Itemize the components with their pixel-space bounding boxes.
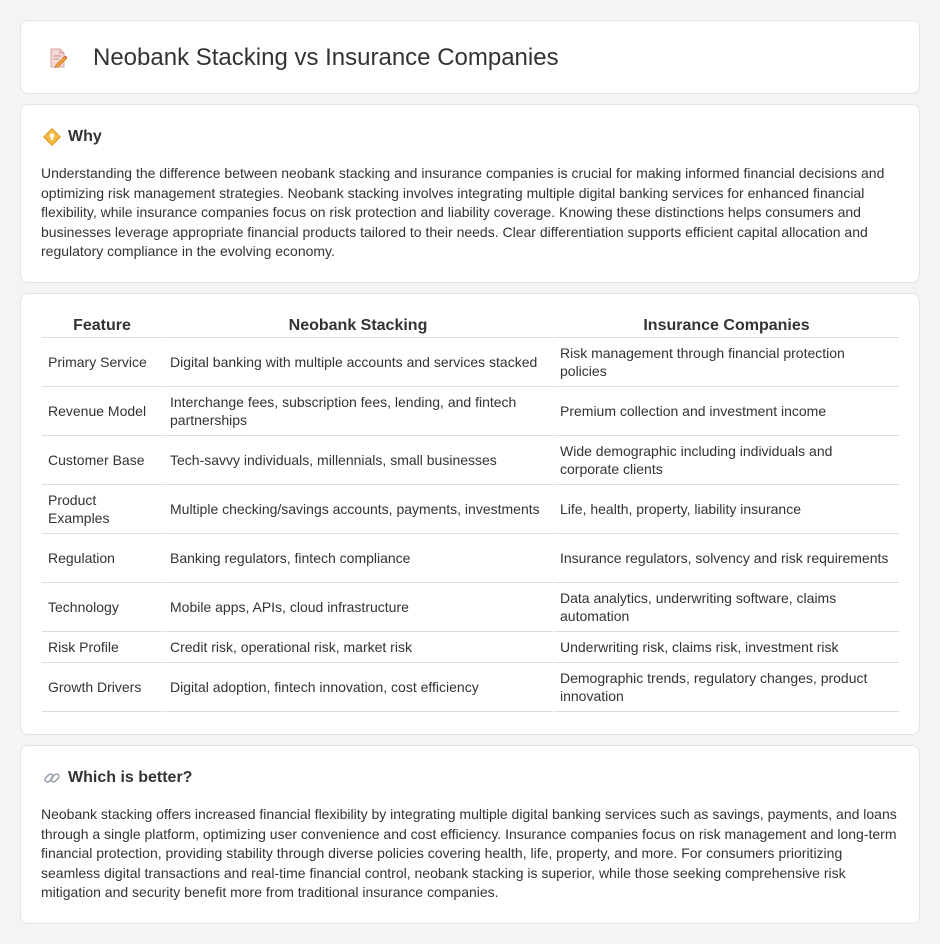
table-cell-feature: Technology bbox=[42, 583, 162, 632]
table-cell-feature: Customer Base bbox=[42, 436, 162, 485]
table-cell-feature: Primary Service bbox=[42, 338, 162, 387]
why-title: Why bbox=[68, 128, 102, 145]
table-row bbox=[42, 485, 899, 534]
table-cell: Banking regulators, fintech compliance bbox=[162, 534, 552, 583]
table-row bbox=[42, 534, 899, 583]
table-cell-feature: Revenue Model bbox=[42, 387, 162, 436]
table-cell: Interchange fees, subscription fees, lending, and fintech partnerships bbox=[162, 387, 552, 436]
table-cell: Mobile apps, APIs, cloud infrastructure bbox=[162, 583, 552, 632]
better-title: Which is better? bbox=[68, 769, 193, 786]
title-card bbox=[20, 20, 920, 94]
table-cell-feature: Product Examples bbox=[42, 485, 162, 534]
better-header bbox=[43, 768, 192, 788]
lightbulb-icon bbox=[43, 128, 61, 146]
table-cell: Tech-savvy individuals, millennials, small businesses bbox=[162, 436, 552, 485]
link-icon bbox=[43, 769, 61, 787]
column-header: Neobank Stacking bbox=[162, 313, 552, 338]
table-cell-feature: Risk Profile bbox=[42, 632, 162, 663]
table-cell-feature: Growth Drivers bbox=[42, 663, 162, 712]
better-body: Neobank stacking offers increased financial flexibility by integrating multiple digital banking services such as savings, payments, and loans through a single platform, optimizing user convenience and cost efficiency. Insurance companies focus on risk management and long-term financial protection, providing stability through diverse policies covering health, life, property, and more. For consumers prioritizing seamless digital transactions and real-time financial control, neobank stacking is superior, while those seeking comprehensive risk mitigation and security benefit more from traditional insurance companies. bbox=[41, 806, 897, 901]
table-row bbox=[42, 338, 899, 387]
table-row bbox=[42, 632, 899, 663]
comparison-table bbox=[42, 313, 899, 712]
table-row bbox=[42, 583, 899, 632]
table-cell: Wide demographic including individuals and corporate clients bbox=[552, 436, 899, 485]
table-cell: Digital adoption, fintech innovation, cost efficiency bbox=[162, 663, 552, 712]
table-cell: Demographic trends, regulatory changes, product innovation bbox=[552, 663, 899, 712]
table-row bbox=[42, 436, 899, 485]
why-body: Understanding the difference between neobank stacking and insurance companies is crucial for making informed financial decisions and optimizing risk management strategies. Neobank stacking involves integrating multiple digital banking services for enhanced financial flexibility, while insurance companies focus on risk protection and liability coverage. Knowing these distinctions helps consumers and businesses leverage appropriate financial products tailored to their needs. Clear differentiation supports efficient capital allocation and regulatory compliance in the evolving economy. bbox=[41, 165, 885, 260]
table-cell: Insurance regulators, solvency and risk requirements bbox=[552, 534, 899, 583]
page-title: Neobank Stacking vs Insurance Companies bbox=[93, 44, 559, 71]
table-cell: Data analytics, underwriting software, claims automation bbox=[552, 583, 899, 632]
table-header-row bbox=[42, 313, 899, 338]
comparison-section bbox=[20, 293, 920, 735]
why-header bbox=[43, 127, 102, 147]
column-header: Insurance Companies bbox=[552, 313, 899, 338]
table-cell: Multiple checking/savings accounts, payments, investments bbox=[162, 485, 552, 534]
why-section bbox=[20, 104, 920, 283]
table-cell: Premium collection and investment income bbox=[552, 387, 899, 436]
table-row bbox=[42, 387, 899, 436]
which-is-better-section bbox=[20, 745, 920, 924]
table-cell: Digital banking with multiple accounts and services stacked bbox=[162, 338, 552, 387]
table-row bbox=[42, 663, 899, 712]
column-header: Feature bbox=[42, 313, 162, 338]
table-cell: Underwriting risk, claims risk, investment risk bbox=[552, 632, 899, 663]
table-cell-feature: Regulation bbox=[42, 534, 162, 583]
document-pen-icon bbox=[47, 47, 69, 69]
table-cell: Credit risk, operational risk, market risk bbox=[162, 632, 552, 663]
table-cell: Life, health, property, liability insurance bbox=[552, 485, 899, 534]
table-cell: Risk management through financial protection policies bbox=[552, 338, 899, 387]
